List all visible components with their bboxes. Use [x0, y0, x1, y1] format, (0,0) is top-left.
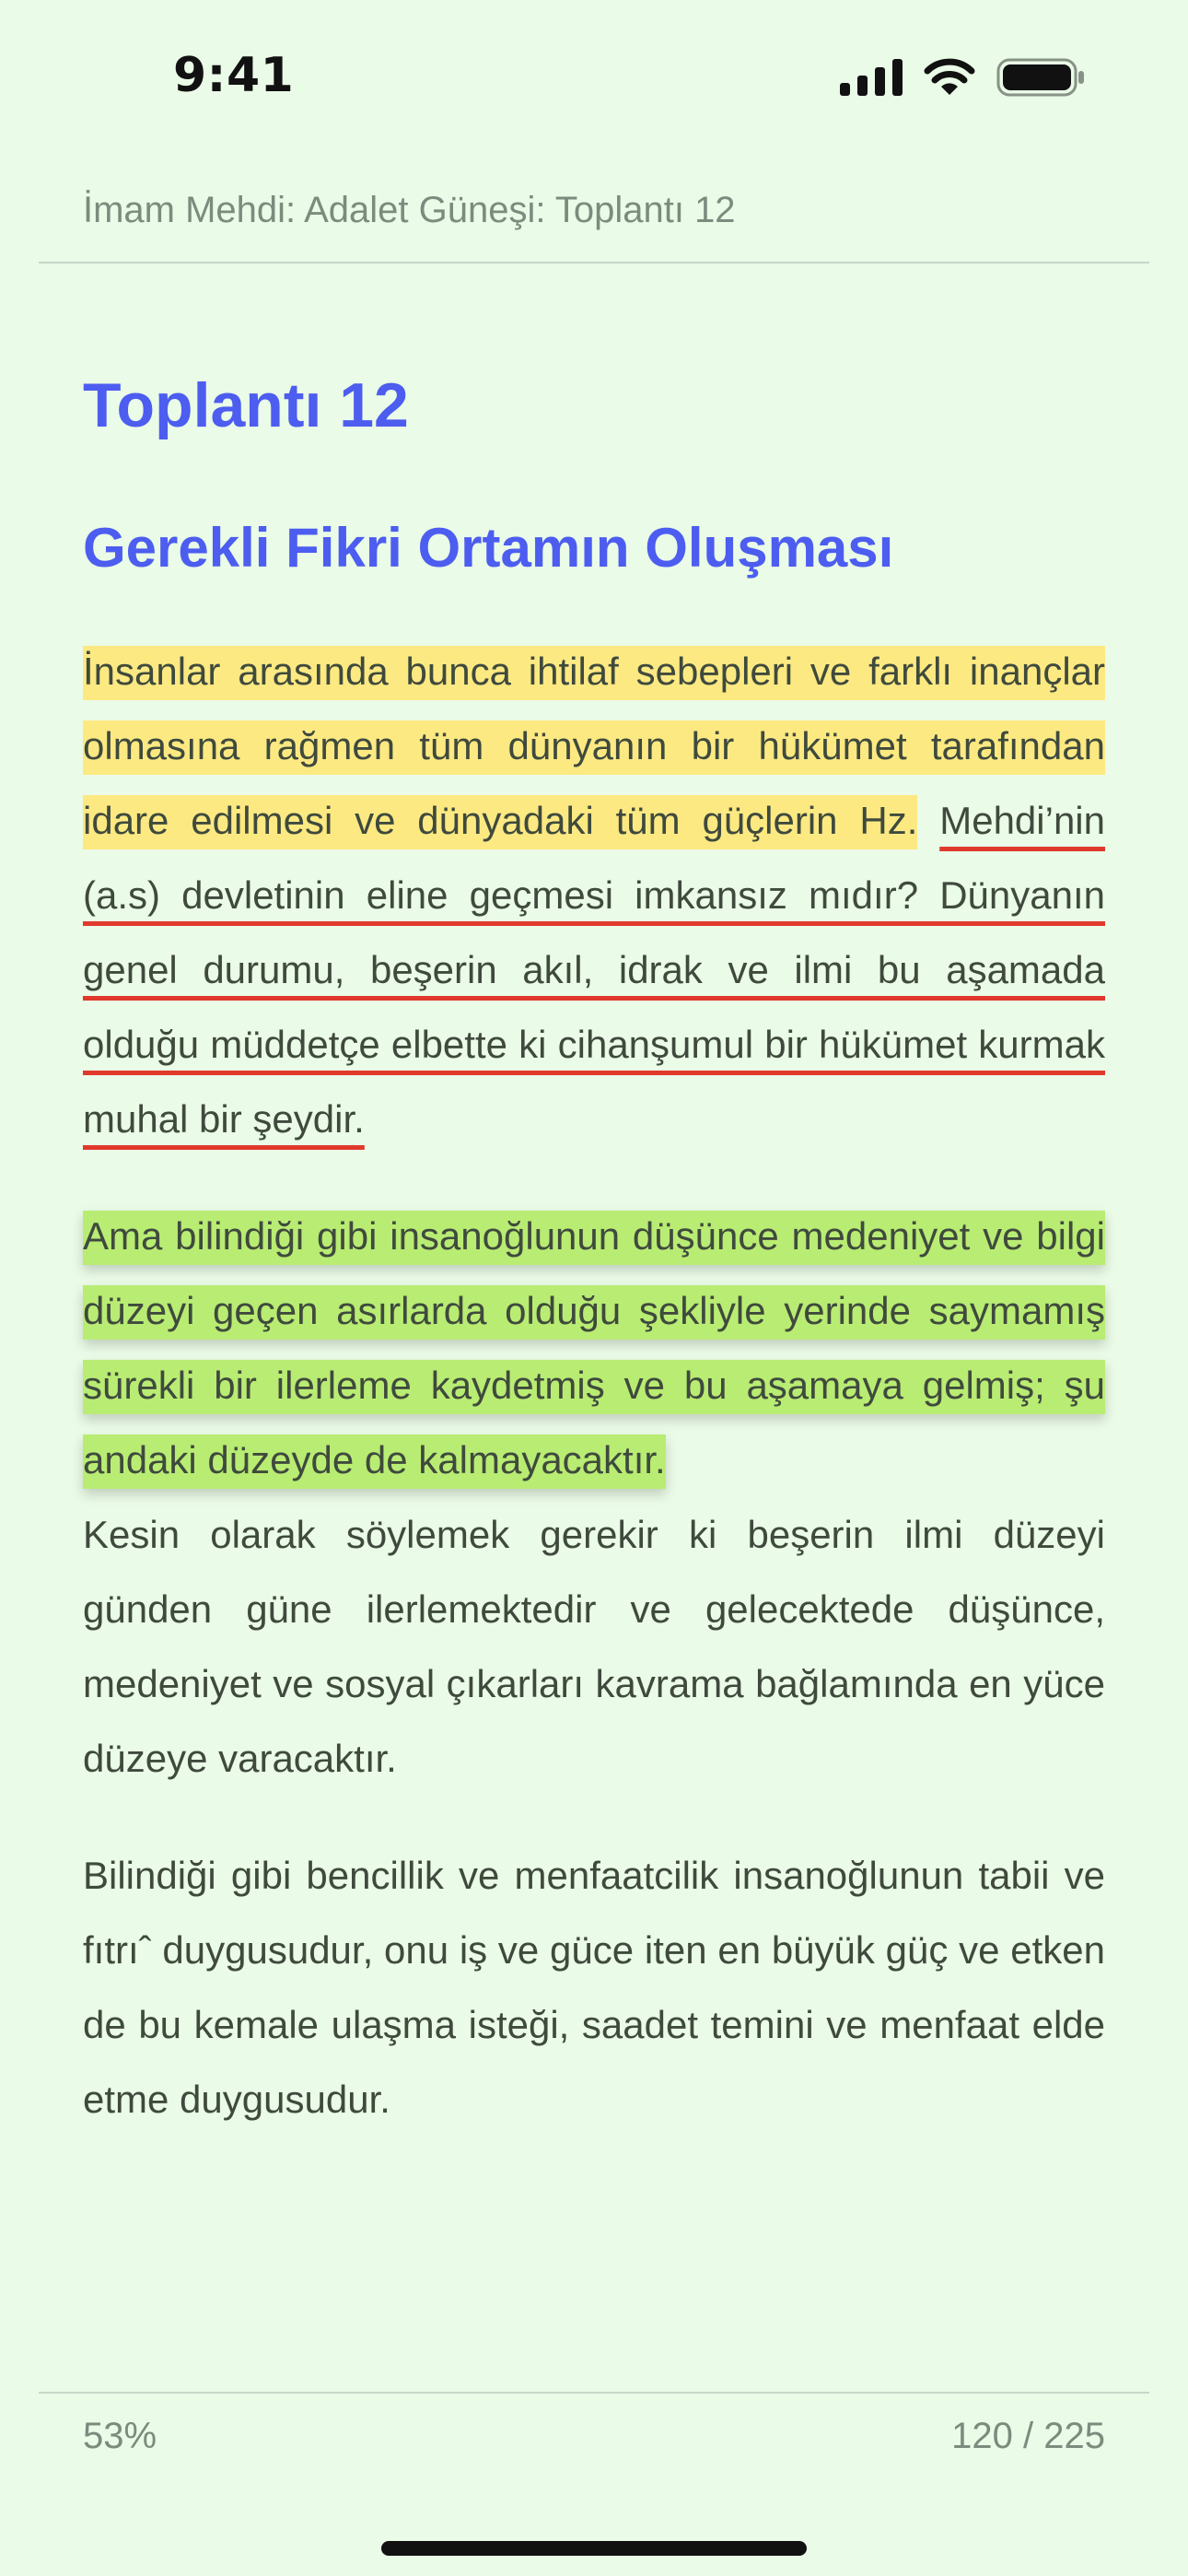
status-time: 9:41 — [173, 48, 295, 103]
page-indicator: 120 / 225 — [951, 2416, 1105, 2456]
home-indicator[interactable] — [381, 2541, 807, 2556]
red-underline[interactable]: Mehdi’nin (a.s) devletinin eline geçmesi imkansız mıdır? Dünyanın genel durumu, beşerin akıl, idrak ve ilmi bu aşamada olduğu müddetçe elbette ki cihanşumul bir hükümet kurmak muhal bir şeydir. — [83, 799, 1105, 1141]
paragraph-3[interactable]: Kesin olarak söylemek gerekir ki beşerin ilmi düzeyi günden güne ilerlemektedir ve gelecektede düşünce, medeniyet ve sosyal çıkarları kavrama bağlamında en yüce düzeye varacaktır. — [83, 1513, 1105, 1780]
header-divider — [39, 262, 1149, 263]
paragraph-1[interactable] — [83, 634, 1105, 1156]
reading-progress: 53% — [83, 2416, 157, 2456]
cellular-signal-icon — [840, 59, 903, 100]
green-highlight[interactable]: Ama bilindiği gibi insanoğlunun düşünce medeniyet ve bilgi düzeyi geçen asırlarda olduğu şekliyle yerinde saymamış sürekli bir ilerleme kaydetmiş ve bu aşamaya gelmiş; şu andaki düzeyde de kalmayacaktır. — [83, 1211, 1105, 1489]
chapter-title: Toplantı 12 — [83, 370, 409, 440]
status-icons — [840, 57, 1085, 102]
footer-divider — [39, 2392, 1149, 2394]
yellow-highlight[interactable]: İnsanlar arasında bunca ihtilaf sebepleri ve farklı inançlar olmasına rağmen tüm dünyanın bir hükümet tarafından idare edilmesi ve dünyadaki tüm güçlerin Hz. — [83, 646, 1105, 849]
paragraph-4[interactable]: Bilindiği gibi bencillik ve menfaatcilik insanoğlunun tabii ve fıtrıˆ duygusudur, onu iş ve güce iten en büyük güç ve etken de bu kemale ulaşma isteği, saadet temini ve menfaat elde etme duygusudur. — [83, 1854, 1105, 2121]
book-chapter-header[interactable]: İmam Mehdi: Adalet Güneşi: Toplantı 12 — [83, 190, 736, 230]
status-bar — [0, 0, 1188, 157]
wifi-icon — [923, 58, 976, 101]
reader-content[interactable] — [83, 359, 1105, 2137]
section-title: Gerekli Fikri Ortamın Oluşması — [83, 517, 894, 579]
paragraph-2[interactable] — [83, 1199, 1105, 1497]
battery-icon — [996, 57, 1085, 102]
